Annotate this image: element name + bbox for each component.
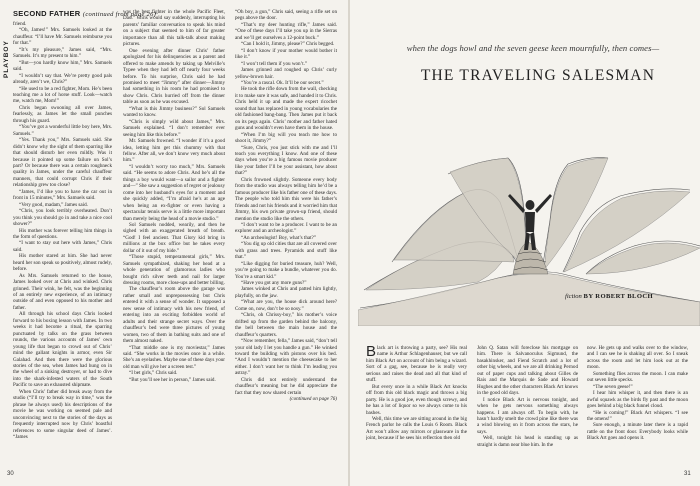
paragraph	[366, 345, 467, 384]
paragraph	[123, 9, 225, 48]
paragraph-text: “I wouldn’t worry too much,” Mrs. Samuels said. “He seems to adore Chris. And he’s all the things a boy would want—a sailor and a fighter and—” She saw a suggestion of regret or jealousy come into her husband’s eyes for a moment and she quickly added, “I’m afraid he’s at an age when being an ex-fighter or even having a spectacular tennis serve is a little more important than merely being the head of a movie studio.”	[123, 163, 225, 222]
paragraph-text: Chris did not entirely understand the chauffeur’s meaning but he did appreciate the fact that they now shared certain	[235, 376, 337, 396]
paragraph-text: One evening after dinner Chris’ father apologized for his delinquencies as a parent and offered to make amends by taking up Melville’s Typee when they had left off nearly four weeks before. To his surprise, Chris said he had promised to meet “Jimmy” after dinner—Jimmy had something in his room he had promised to show Chris. Chris hurried off from the dinner table as soon as he was excused.	[123, 47, 225, 106]
paragraph-text: “I wouldn’t say that. We’re pretty good pals already, aren’t we, Chris?”	[13, 72, 112, 86]
paragraph-text: “What are you, the house dick around here? Come on, now, don’t be so nosy.”	[235, 299, 337, 312]
paragraph	[123, 345, 225, 371]
paragraph	[235, 67, 337, 80]
paragraph	[366, 384, 467, 416]
paragraph-text: “I bet girls,” Chris said.	[129, 370, 178, 377]
paragraph-text: “He used to be a red fighter, Mom. He’s been teaching me a lot of horse stuff. Look—watch me, watch me, Mom!”	[13, 85, 112, 105]
paragraph-text: John Q. Satan will foreclose his mortgage on him. There is Salvanoculus Sigmund, the basakhinsker, and Fiend Scratch and a lot of other big wheels, and we are all drinking Pernod out of paper cups and talking about Gilles de Rais and the Marquis de Sade and Howard Hughes and the other characters Black Art knows in the good old days.	[477, 345, 578, 397]
paragraph-text: “When I’m big will you teach me how to shoot it, Jimmy?”	[235, 131, 337, 145]
paragraph	[235, 312, 337, 338]
paragraph-text: When Chris’ father did break away from the studio (“I’ll try to break way in time,” was the phrase he always used) his descriptions of the movie he was working on seemed pale and unconvincing next to the stories of the days as frequently interrupted now by Chris’ boastful references to some singular deed of James’. “James	[13, 388, 112, 440]
paragraph	[587, 345, 688, 371]
paragraph	[235, 145, 337, 177]
paragraph-text: “Yes. Thank you,” Mrs. Samuels said. She didn’t know why the sight of them sparring like that should disturb her even mildly. Was it because it pointed up some failure on Sol’s part? Or because there was a certain roughneck quality in James, under the careful chauffeur manners, that could corrupt Chris if their relationship grew too close?	[13, 137, 112, 189]
byline-label: fiction	[565, 293, 582, 300]
paragraph	[235, 377, 337, 396]
paragraph	[13, 253, 112, 272]
paragraph-text: “Now remember, fella,” James said, “don’t tell your old lady I let you handle a gun.” He winked toward the building with pistons over his bed. “And I wouldn’t mention the cheesecake to her either. I don’t want her to think I’m leading you astray.”	[235, 338, 337, 377]
left-column-3	[235, 9, 337, 468]
paragraph-text: now. He gets up and walks over to the window, and I can see he is shaking all over. So I sneak across the room and let him look out at the moon.	[587, 345, 688, 371]
paragraph	[13, 137, 112, 189]
paragraph	[123, 138, 225, 164]
paragraph	[13, 273, 112, 312]
paragraph	[13, 124, 112, 137]
paragraph	[13, 86, 112, 105]
paragraph	[13, 47, 112, 60]
paragraph-text: “Those stupid, temperamental girls,” Mrs. Samuels sympathized, shaking her head at a whole generation of glamorous ladies who bought rich silver teeth and nail for larger dressing rooms, more close-ups and better billing.	[123, 254, 225, 287]
paragraph	[587, 422, 688, 441]
paragraph-text: “It’s my pleasure,” James said, “Mrs. Samuels. It’s my present to him.”	[13, 46, 112, 60]
paragraph-text: Chris began swooning all over James, fearlessly, as James let the small punches through his guard.	[13, 104, 112, 124]
paragraph	[587, 390, 688, 409]
paragraph	[13, 311, 112, 388]
paragraph-text: “You dig up old cities that are all covered over with grass and trees. Pyramids and stuff like that.”	[235, 241, 337, 261]
paragraph	[587, 410, 688, 423]
paragraph-text: All through his school days Chris looked forward to his boxing lesson with James. In two weeks it had become a ritual, the sparring punctuated by talks on the grass between rounds, the various accounts of James’ own young life that began to crowd out of Chris’ mind the gallant knights in armor, even Sir Galahad. And then there were the glorious stories of the sea, when James had hung on in the wheel of a sinking destroyer, or had to dive into the shark-infested waters of the South Pacific to save an exhausted shipmate.	[13, 311, 112, 389]
paragraph-text: friend.	[13, 21, 27, 27]
left-page	[0, 0, 348, 486]
story-deck: when the dogs howl and the seven geese keen mournfully, then comes—	[406, 43, 660, 53]
page-number-left: 30	[7, 471, 14, 477]
paragraph	[235, 241, 337, 260]
paragraph-text: was the best fighter in the whole Pacific Fleet, Dad.” Chris would say suddenly, interrupting his parents’ familiar conversation to speak his mind on a subject that seemed to him of far greater importance than all this talk-talk about making pictures.	[123, 9, 225, 48]
paragraph	[235, 22, 337, 41]
right-page	[350, 0, 700, 486]
paragraph-text: “Oh boy, a gun,” Chris said, seeing a rifle set on pegs above the door.	[235, 9, 337, 22]
paragraph-text: Sure enough, a minute later there is a rapid rattle on the front door. Everybody looks while Black Art goes and opens it.	[587, 422, 688, 442]
paragraph	[477, 435, 578, 448]
continued-from: (continued from page 26)	[82, 11, 157, 18]
paragraph-text: But every once in a while Black Art knocks off from this old black magic and throws a big party. He is a good joe, even though screwy, and he has a lot of liquor so we always come to his bashes.	[366, 383, 467, 416]
paragraph-text: Something flies across the moon. I can make out seven little specks.	[587, 370, 688, 384]
paragraph	[13, 240, 112, 253]
left-column-1	[13, 21, 112, 468]
paragraph	[123, 222, 225, 254]
paragraph-text: As Mrs. Samuels returned to the house, James looked over at Chris and winked. Chris grinned. Their wink, he felt, was the beginning of an entirely new experience, of an intimacy outside of and even opposed to his mother and father.	[13, 272, 112, 311]
paragraph	[123, 286, 225, 344]
paragraph	[477, 397, 578, 436]
paragraph	[123, 377, 225, 383]
paragraph-text: His mother stared at him. She had never heard her son speak so positively, almost rudely, before.	[13, 253, 112, 273]
paragraph-text: “Chris, oh Chrissy-boy,” his mother’s voice drifted up from the garden behind the balcony, the bell between the main house and the chauffeur’s quarters.	[235, 312, 337, 338]
paragraph	[123, 106, 225, 119]
paragraph	[13, 27, 112, 46]
right-column-3	[587, 345, 688, 471]
paragraph-text: “I won’t tell them if you won’t.”	[241, 60, 308, 67]
paragraph-text: “You’re a rascal. Ok. It’ll be our secret.”	[241, 79, 324, 86]
paragraph-text: “Sure, Chris, you just stick with me and I’ll teach you everything I know. And one of these days when you’re a big famous movie producer like your father I’ll be your assistant, how about that?”	[235, 144, 337, 177]
paragraph	[13, 389, 112, 441]
story-byline	[565, 293, 653, 300]
right-column-2	[477, 345, 578, 471]
paragraph-text: He took the rifle down from the wall, checking it to make sure it was safe, and handed it to Chris. Chris held it up and made the expert ricochet sound that has replaced in young vocabularies the old fashioned bang-bang. Then James put it back on its pegs again. Chris’ mother and father hated guns and wouldn’t even have them in the house.	[235, 86, 337, 132]
paragraph	[13, 105, 112, 124]
paragraph-text: James grinned and roughed up Chris’ curly yellow-brown hair.	[235, 67, 337, 80]
paragraph	[13, 60, 112, 73]
paragraph-text: “I don’t know if your mother would bother it like it.”	[235, 47, 337, 61]
paragraph	[13, 208, 112, 227]
paragraph-text: “But you’ll see her in person,” James said.	[129, 376, 216, 383]
paragraph-text: “Like digging for buried treasure, huh? Well, you’re going to make a bundle, whatever you do. You’re a smart kid.”	[235, 260, 337, 280]
continued-on: (continued on page 76)	[289, 396, 337, 403]
paragraph-text: “The seven geese!”	[593, 383, 633, 390]
paragraph	[123, 119, 225, 138]
paragraph	[235, 132, 337, 145]
paragraph-text: “An archeologist! Boy, what’s that?”	[241, 234, 317, 241]
paragraph	[235, 86, 337, 131]
paragraph	[235, 48, 337, 61]
page-number-right: 31	[684, 471, 691, 477]
paragraph-text: “You’ve got a wonderful little boy here, Mrs. Samuels.”	[13, 124, 112, 137]
paragraph-text: “Chris is simply wild about James,” Mrs. Samuels explained. “I don’t remember ever seeing him like this before.”	[123, 118, 225, 138]
paragraph-text: “Have you got any more guns?”	[241, 280, 307, 287]
paragraph-text: “He is coming!” Black Art whispers. “I see the omens!”	[587, 409, 688, 422]
paragraph	[13, 189, 112, 202]
section-title: SECOND FATHER	[13, 9, 81, 18]
paragraph	[477, 345, 578, 397]
paragraph-text: Chris frowned slightly. Someone every body from the studio was always telling him he’d be a famous producer like his father one of these days. The people who told him this were his father’s friends and not his friends and it worried him that Jimmy, his own private grown-up friend, should mention the studio like the others.	[235, 176, 337, 222]
paragraph-text: “I don’t want to be a producer. I want to be an explorer and an archeologist.”	[235, 221, 337, 235]
paragraph-text: “James, I’d like you to have the car out in front in 15 minutes,” Mrs. Samuels said.	[13, 188, 112, 202]
paragraph	[235, 222, 337, 235]
paragraph	[123, 48, 225, 106]
paragraph	[235, 261, 337, 280]
right-column-1	[366, 345, 467, 471]
paragraph-text: I hear him whisper it, and then there is an awful squawk as the birds fly past and the moon goes behind a big black funnel cloud.	[587, 390, 688, 410]
byline-author: BY ROBERT BLOCH	[583, 293, 654, 300]
paragraph	[235, 177, 337, 222]
paragraph-text: “What is this Jimmy business?” Sol Samuels wanted to know.	[123, 105, 225, 119]
story-title: THE TRAVELING SALESMAN	[420, 67, 656, 84]
paragraph-text: I notice Black Art is nervous tonight, and when he gets nervous something always happens. I am always off. To begin with, he hasn’t hardly smelt the crowd pine like there was a wind blowing on it from across the stars, he says.	[477, 396, 578, 435]
left-column-2	[123, 9, 225, 468]
paragraph	[123, 164, 225, 222]
paragraph-text: James winked at Chris and patted him lightly, playfully, on the jaw.	[235, 286, 337, 299]
paragraph-text: “Chris, you look terribly overheated. Don’t you think you should go in and take a nice cool shower?”	[13, 208, 112, 228]
drop-cap: B	[366, 345, 377, 360]
paragraph-text: Well, this time we are sitting around in the big French parlor he calls the Louis 6 Room. Black Art won’t allow any mirrors or glassware in the joint, because if he sees his reflection then old	[366, 415, 467, 442]
paragraph-text: The chauffeur’s room above the garage was rather small and unprepossessing but Chris entered it with a sense of wonder. It supposed a new sense of intimacy with his new friend, of entering into an exciting forbidden world of adults and their strange secret ways. Over the chauffeur’s bed were three pictures of young women, two of them in bathing suits and one of them almost naked.	[123, 286, 225, 345]
paragraph-text: His mother was forever telling him things in the form of questions.	[13, 227, 112, 240]
paragraph-text: Sol Samuels nodded, wearily, and then he sighed with an exaggerated breath of breath. “God! I feel ancient. That Glory kid bring in millions at the box office but he takes every dollar of it out of my hide.”	[123, 221, 225, 254]
paragraph	[235, 286, 337, 299]
paragraph	[366, 416, 467, 442]
paragraph-text: “Very good, madam,” James said.	[19, 201, 88, 208]
paragraph	[235, 9, 337, 22]
paragraph	[123, 254, 225, 286]
paragraph-text: Well, tonight his head is standing up as straight is damn near blue him. In the	[477, 435, 578, 448]
paragraph	[13, 228, 112, 241]
paragraph	[587, 371, 688, 384]
magazine-tag: PLAYBOY	[3, 40, 10, 78]
paragraph-text: “That middle one is my moviestar,” James said. “She works in the movies once in a while. She’s an eyelashes. Maybe one of these days your old man will give her a screen test.”	[123, 344, 225, 370]
paragraph	[13, 73, 112, 86]
paragraph-text: “That’s my deer hunting rifle,” James said. “One of these days I’ll take you up in the Sierras and we’ll get ourselves a 12-point buck.”	[235, 21, 337, 41]
paragraph	[235, 299, 337, 312]
paragraph-text: Mr. Samuels frowned. “I wonder if it’s a good idea, letting him get this chummy with that fellow. After all, we don’t know very much about him.”	[123, 138, 225, 164]
paragraph-text: “But—you hardly know him,” Mrs. Samuels said.	[13, 59, 112, 73]
paragraph-text: lack art is throwing a party, see? His real name is Arthur Schlagenhauser, but we call him Black Art on account of him being a wizard. Sort of a gag, see, because he is really very serious and raises the dead and all that kind of stuff.	[366, 345, 467, 384]
paragraph-text: “Can I hold it, Jimmy, please?” Chris begged.	[241, 41, 335, 48]
paragraph-text: “I want to stay out here with James,” Chris said.	[13, 240, 112, 253]
paragraph-text: “Oh, James!” Mrs. Samuels looked at the chauffeur. “I’ll have Mr. Samuels reimburse you for that.”	[13, 27, 112, 47]
paragraph	[235, 338, 337, 377]
